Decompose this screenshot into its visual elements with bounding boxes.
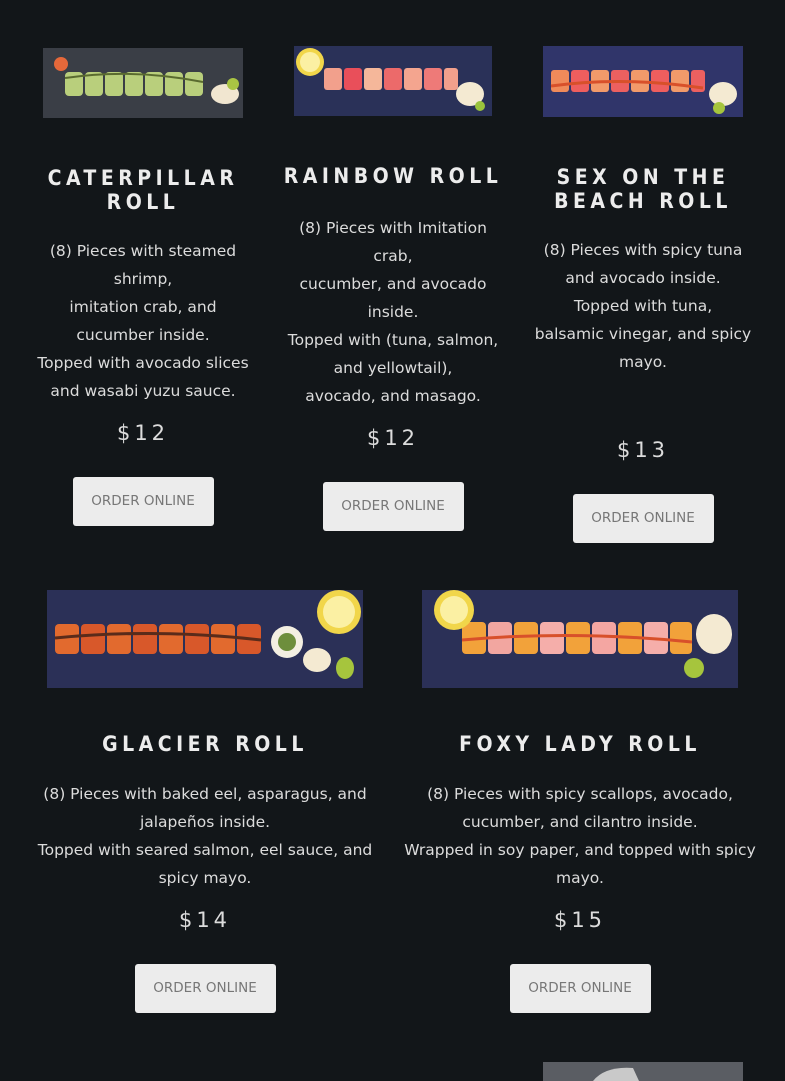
order-online-button[interactable]: ORDER ONLINE (135, 964, 276, 1013)
desc-line: Topped with tuna, (573, 297, 713, 315)
roll-price: $14 (178, 908, 232, 932)
roll-title-text: SEX ON THE BEACH ROLL (554, 165, 732, 213)
desc-line: and yellowtail), (333, 359, 453, 377)
desc-line: cucumber, and cilantro inside. (462, 813, 698, 831)
sex-on-the-beach-roll-photo (543, 46, 743, 117)
roll-price: $13 (616, 438, 670, 462)
desc-line: (8) Pieces with spicy scallops, avocado, (427, 785, 733, 803)
desc-line: mayo. (619, 353, 667, 371)
roll-title (528, 165, 758, 213)
desc-line: Topped with avocado slices (37, 354, 249, 372)
roll-title: CATERPILLAR ROLL (47, 166, 239, 214)
roll-title: FOXY LADY ROLL (459, 732, 701, 756)
menu-card-foxy-lady (400, 590, 760, 1013)
desc-line: (8) Pieces with Imitation (299, 219, 487, 237)
roll-description (528, 236, 758, 376)
menu-card-sex-on-the-beach (528, 46, 758, 543)
roll-price: $12 (116, 421, 170, 445)
desc-line: inside. (367, 303, 419, 321)
roll-description (30, 780, 380, 892)
rainbow-roll-photo (294, 46, 492, 116)
desc-line: balsamic vinegar, and spicy (534, 325, 752, 343)
desc-line: cucumber, and avocado (299, 275, 487, 293)
order-online-button[interactable]: ORDER ONLINE (510, 964, 651, 1013)
order-online-button[interactable]: ORDER ONLINE (323, 482, 464, 531)
roll-description (278, 214, 508, 410)
order-online-button[interactable]: ORDER ONLINE (573, 494, 714, 543)
desc-line: Topped with seared salmon, eel sauce, and (37, 841, 373, 859)
roll-description (28, 237, 258, 405)
desc-line: spicy mayo. (158, 869, 252, 887)
desc-line: avocado, and masago. (305, 387, 481, 405)
roll-price: $15 (553, 908, 607, 932)
menu-card-caterpillar (28, 46, 258, 526)
roll-description (400, 780, 760, 892)
desc-line: shrimp, (113, 270, 173, 288)
desc-line: and wasabi yuzu sauce. (50, 382, 236, 400)
glacier-roll-photo (47, 590, 363, 688)
desc-line: (8) Pieces with steamed (49, 242, 237, 260)
roll-title: RAINBOW ROLL (283, 164, 503, 188)
desc-line: crab, (373, 247, 413, 265)
next-roll-photo-partial (543, 1062, 743, 1081)
desc-line: Wrapped in soy paper, and topped with spicy (404, 841, 756, 859)
foxy-lady-roll-photo (422, 590, 738, 688)
roll-title: GLACIER ROLL (102, 732, 308, 756)
desc-line: (8) Pieces with baked eel, asparagus, and (43, 785, 367, 803)
desc-line: Topped with (tuna, salmon, (287, 331, 499, 349)
order-online-button[interactable]: ORDER ONLINE (73, 477, 214, 526)
desc-line: imitation crab, and (69, 298, 217, 316)
desc-line: and avocado inside. (565, 269, 721, 287)
desc-line: cucumber inside. (76, 326, 210, 344)
desc-line: mayo. (556, 869, 604, 887)
desc-line: jalapeños inside. (139, 813, 271, 831)
caterpillar-roll-photo (43, 48, 243, 118)
menu-card-glacier (30, 590, 380, 1013)
menu-card-rainbow (278, 46, 508, 531)
roll-price: $12 (366, 426, 420, 450)
desc-line: (8) Pieces with spicy tuna (543, 241, 743, 259)
